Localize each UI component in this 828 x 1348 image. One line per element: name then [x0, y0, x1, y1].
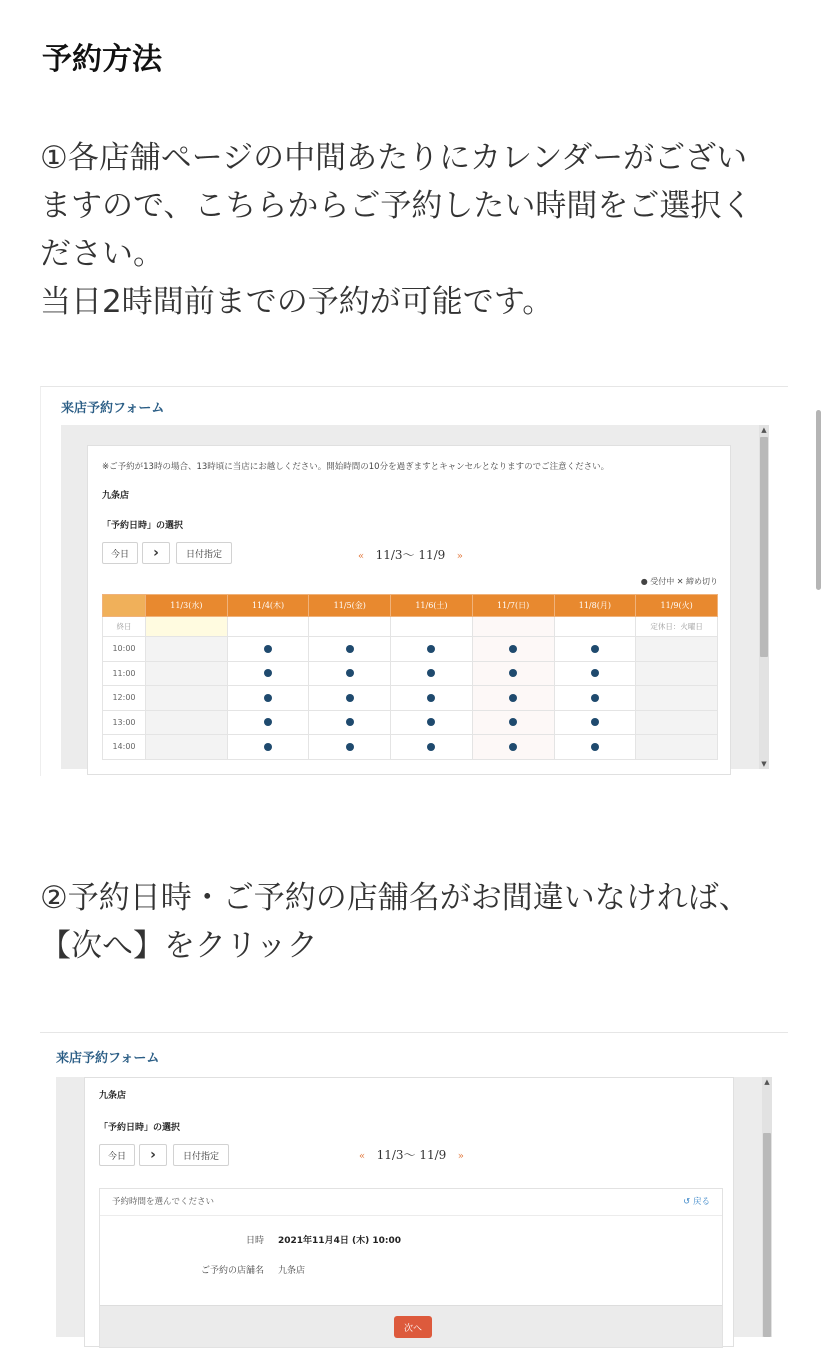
time-label: 10:00	[103, 637, 146, 662]
day-header: 11/5(金)	[309, 595, 391, 617]
step1-line: ①各店舗ページの中間あたりにカレンダーがござい	[40, 140, 748, 176]
time-row	[103, 637, 718, 662]
subheader-cell	[391, 617, 473, 637]
day-header: 11/9(火)	[636, 595, 718, 617]
available-dot-icon	[427, 694, 435, 702]
calendar-header-row	[103, 595, 718, 617]
time-label: 11:00	[103, 661, 146, 686]
datetime-value: 2021年11月4日 (木) 10:00	[278, 1236, 401, 1246]
today-button[interactable]: 今日	[99, 1144, 135, 1166]
step2-line: ②予約日時・ご予約の店舗名がお間違いなければ、	[40, 880, 750, 916]
available-dot-icon	[591, 718, 599, 726]
date-range	[358, 546, 463, 563]
action-bar	[100, 1305, 722, 1347]
next-week-button[interactable]: ›	[142, 542, 170, 564]
available-dot-icon	[346, 694, 354, 702]
slot-available[interactable]	[227, 735, 309, 760]
slot-unavailable	[636, 710, 718, 735]
slot-available[interactable]	[472, 710, 554, 735]
day-header: 11/3(水)	[146, 595, 228, 617]
slot-unavailable	[146, 661, 228, 686]
reservation-card	[84, 1077, 734, 1347]
form-frame	[56, 1077, 772, 1337]
available-dot-icon	[264, 743, 272, 751]
date-picker-button[interactable]: 日付指定	[176, 542, 232, 564]
time-label: 12:00	[103, 686, 146, 711]
available-dot-icon	[346, 718, 354, 726]
slot-unavailable	[636, 735, 718, 760]
slot-available[interactable]	[227, 637, 309, 662]
slot-available[interactable]	[472, 637, 554, 662]
select-label: 「予約日時」の選択	[99, 1123, 181, 1133]
slot-unavailable	[636, 686, 718, 711]
next-range-icon[interactable]: »	[456, 551, 463, 562]
scroll-up-icon[interactable]: ▲	[764, 1078, 770, 1086]
datetime-label: 日時	[245, 1236, 264, 1246]
available-dot-icon	[427, 743, 435, 751]
next-week-button[interactable]: ›	[139, 1144, 167, 1166]
subheader-cell	[227, 617, 309, 637]
confirm-screenshot	[40, 1032, 788, 1332]
available-dot-icon	[509, 743, 517, 751]
day-header: 11/6(土)	[391, 595, 473, 617]
slot-available[interactable]	[391, 637, 473, 662]
slot-available[interactable]	[554, 661, 636, 686]
confirm-panel	[99, 1188, 723, 1348]
slot-available[interactable]	[472, 686, 554, 711]
time-row	[103, 661, 718, 686]
available-dot-icon	[591, 694, 599, 702]
day-header: 11/8(月)	[554, 595, 636, 617]
back-link[interactable]	[683, 1195, 710, 1207]
step1-text	[40, 134, 752, 326]
slot-available[interactable]	[554, 710, 636, 735]
scroll-thumb[interactable]	[760, 437, 768, 657]
available-dot-icon	[427, 645, 435, 653]
subheader-cell	[554, 617, 636, 637]
available-dot-icon	[264, 718, 272, 726]
date-picker-button[interactable]: 日付指定	[173, 1144, 229, 1166]
slot-unavailable	[146, 686, 228, 711]
available-dot-icon	[509, 669, 517, 677]
scroll-up-icon[interactable]: ▲	[761, 426, 767, 434]
calendar-table	[102, 594, 718, 760]
scroll-down-icon[interactable]: ▼	[761, 760, 767, 768]
form-scrollbar[interactable]	[762, 1077, 772, 1337]
time-row	[103, 710, 718, 735]
scroll-thumb[interactable]	[763, 1133, 771, 1337]
time-row	[103, 686, 718, 711]
calendar-screenshot	[40, 386, 788, 776]
slot-unavailable	[146, 637, 228, 662]
store-value: 九条店	[278, 1266, 306, 1276]
subheader-cell	[472, 617, 554, 637]
slot-available[interactable]	[309, 735, 391, 760]
slot-available[interactable]	[227, 686, 309, 711]
time-row	[103, 735, 718, 760]
select-label: 「予約日時」の選択	[102, 521, 184, 531]
page-scrollbar[interactable]	[816, 410, 821, 590]
time-label: 13:00	[103, 710, 146, 735]
prev-range-icon[interactable]: «	[358, 551, 365, 562]
available-dot-icon	[509, 645, 517, 653]
prompt-text: 予約時間を選んでください	[112, 1197, 215, 1207]
slot-available[interactable]	[391, 735, 473, 760]
slot-unavailable	[636, 661, 718, 686]
available-dot-icon	[509, 694, 517, 702]
time-label: 14:00	[103, 735, 146, 760]
slot-available[interactable]	[554, 686, 636, 711]
reservation-card	[87, 445, 731, 775]
panel-divider	[100, 1215, 722, 1216]
slot-available[interactable]	[391, 661, 473, 686]
subheader-cell	[309, 617, 391, 637]
date-range	[359, 1146, 464, 1163]
today-button[interactable]: 今日	[102, 542, 138, 564]
step2-text	[40, 874, 750, 970]
store-name: 九条店	[102, 491, 130, 501]
header-corner	[103, 595, 146, 617]
form-frame	[61, 425, 769, 769]
slot-available[interactable]	[554, 637, 636, 662]
slot-available[interactable]	[227, 661, 309, 686]
slot-unavailable	[636, 637, 718, 662]
range-label: 11/3〜 11/9	[376, 1148, 447, 1162]
step1-line: ますので、こちらからご予約したい時間をご選択く	[40, 188, 753, 224]
store-name: 九条店	[99, 1091, 127, 1101]
available-dot-icon	[591, 743, 599, 751]
range-label: 11/3〜 11/9	[375, 548, 446, 562]
form-title: 来店予約フォーム	[56, 1051, 160, 1066]
slot-available[interactable]	[309, 661, 391, 686]
store-label: ご予約の店舗名	[200, 1266, 264, 1276]
back-label: 戻る	[692, 1197, 710, 1207]
notice-text: ※ご予約が13時の場合、13時頃に当店にお越しください。開始時間の10分を過ぎますとキャンセルとなりますのでご注意ください。	[102, 462, 610, 472]
step1-line: 当日2時間前までの予約が可能です。	[40, 284, 554, 320]
form-scrollbar[interactable]	[759, 425, 769, 769]
undo-icon: ↺	[683, 1197, 691, 1207]
section-heading: 予約方法	[42, 42, 162, 77]
step2-line: 【次へ】をクリック	[40, 928, 318, 964]
calendar-subheader-row	[103, 617, 718, 637]
available-dot-icon	[427, 669, 435, 677]
legend: ● 受付中 ✕ 締め切り	[640, 577, 718, 586]
slot-available[interactable]	[472, 661, 554, 686]
subheader-cell	[146, 617, 228, 637]
step1-line: ださい。	[40, 236, 164, 272]
subheader-cell: 終日	[103, 617, 146, 637]
next-range-icon[interactable]: »	[457, 1151, 464, 1162]
available-dot-icon	[346, 645, 354, 653]
available-dot-icon	[264, 645, 272, 653]
available-dot-icon	[264, 694, 272, 702]
available-dot-icon	[346, 743, 354, 751]
available-dot-icon	[427, 718, 435, 726]
prev-range-icon[interactable]: «	[359, 1151, 366, 1162]
available-dot-icon	[264, 669, 272, 677]
slot-available[interactable]	[391, 710, 473, 735]
slot-available[interactable]	[309, 686, 391, 711]
available-dot-icon	[591, 645, 599, 653]
next-button[interactable]: 次へ	[394, 1316, 432, 1338]
slot-available[interactable]	[554, 735, 636, 760]
slot-available[interactable]	[472, 735, 554, 760]
slot-unavailable	[146, 735, 228, 760]
form-title: 来店予約フォーム	[61, 401, 165, 416]
day-header: 11/4(木)	[227, 595, 309, 617]
day-header: 11/7(日)	[472, 595, 554, 617]
available-dot-icon	[509, 718, 517, 726]
slot-available[interactable]	[309, 637, 391, 662]
available-dot-icon	[591, 669, 599, 677]
slot-unavailable	[146, 710, 228, 735]
available-dot-icon	[346, 669, 354, 677]
slot-available[interactable]	[391, 686, 473, 711]
slot-available[interactable]	[309, 710, 391, 735]
subheader-cell: 定休日：火曜日	[636, 617, 718, 637]
slot-available[interactable]	[227, 710, 309, 735]
